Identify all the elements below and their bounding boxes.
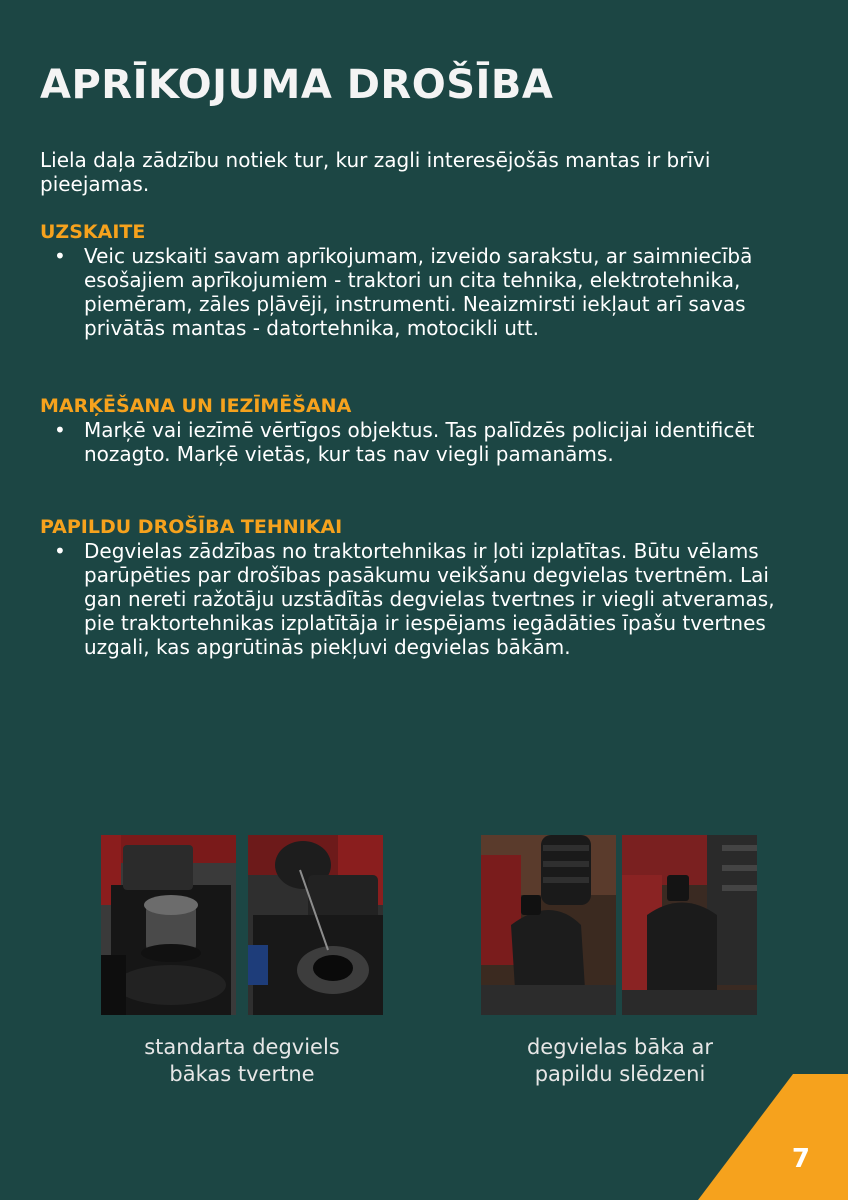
bullet-icon: •: [54, 244, 66, 268]
caption-locked-tank: degvielas bāka ar papildu slēdzeni: [526, 1035, 714, 1086]
photo-standard-cap-closed: [101, 835, 236, 1015]
intro-paragraph: Liela daļa zādzību notiek tur, kur zagli interesējošās mantas ir brīvi pieejamas.: [40, 148, 711, 196]
section-inventory: [40, 220, 820, 340]
list-item: [40, 418, 820, 466]
bullet-text: Degvielas zādzības no traktortehnikas ir ļoti izplatītas. Būtu vēlams parūpēties par drošības pasākumu veikšanu degvielas tvertnēm. Lai gan nereti ražotāju uzstādītās degvielas tvertnes ir viegli atveramas, pie traktortehnikas izplatītāja ir iespējams iegādāties īpašu tvertnes uzgali, kas apgrūtinās piekļuvi degvielas bākām.: [84, 539, 775, 659]
section-machinery: [40, 515, 820, 659]
bullet-icon: •: [54, 539, 66, 563]
section-heading: MARĶĒŠANA UN IEZĪMĒŠANA: [40, 395, 352, 417]
page-title: APRĪKOJUMA DROŠĪBA: [40, 62, 554, 108]
page-corner-decoration: [698, 1074, 848, 1200]
section-heading: PAPILDU DROŠĪBA TEHNIKAI: [40, 516, 343, 538]
bullet-text: Marķē vai iezīmē vērtīgos objektus. Tas palīdzēs policijai identificēt nozagto. Marķē vietās, kur tas nav viegli pamanāms.: [84, 418, 755, 466]
list-item: [40, 539, 820, 659]
list-item: [40, 244, 820, 340]
section-marking: [40, 394, 820, 466]
caption-standard-tank: standarta degviels bākas tvertne: [144, 1035, 340, 1086]
page-number: 7: [791, 1144, 810, 1174]
bullet-icon: •: [54, 418, 66, 442]
photo-locked-cap-2: [622, 835, 757, 1015]
section-heading: UZSKAITE: [40, 221, 146, 243]
bullet-text: Veic uzskaiti savam aprīkojumam, izveido sarakstu, ar saimniecībā esošajiem aprīkojumiem - traktori un cita tehnika, elektrotehnika, piemēram, zāles pļāvēji, instrumenti. Neaizmirsti iekļaut arī savas privātās mantas - datortehnika, motocikli utt.: [84, 244, 753, 340]
photo-locked-cap-1: [481, 835, 616, 1015]
photo-standard-cap-open: [248, 835, 383, 1015]
